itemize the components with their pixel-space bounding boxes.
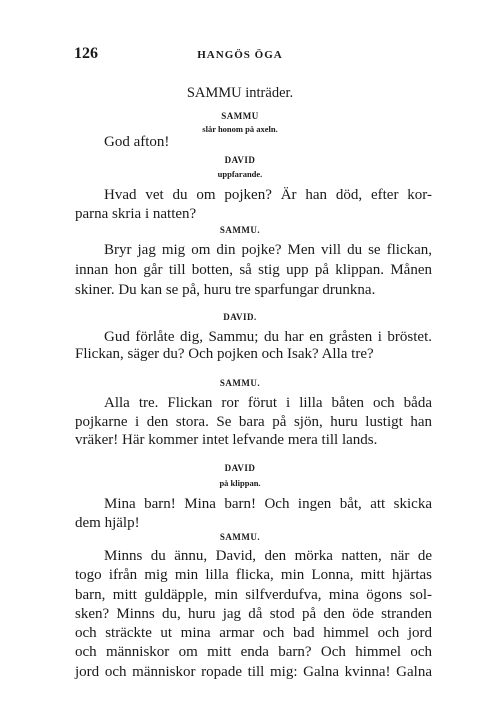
speaker-label: SAMMU. — [219, 532, 261, 542]
running-title: HANGÖS ÖGA — [197, 49, 283, 61]
dialogue-line: parna skria i natten? — [75, 206, 197, 222]
speaker-label: SAMMU. — [219, 225, 261, 235]
dialogue-line: Alla tre. Flickan ror förut i lilla båten och båda — [104, 395, 432, 411]
dialogue-line: pojkarne i den stora. Se bara på sjön, huru lustigt han — [75, 414, 432, 430]
speaker-label: DAVID — [224, 463, 256, 473]
dialogue-line: Bryr jag mig om din pojke? Men vill du se flickan, — [104, 242, 432, 258]
dialogue-line: Hvad vet du om pojken? Är han död, efter kor- — [104, 187, 432, 203]
dialogue-line: Mina barn! Mina barn! Och ingen båt, att skicka — [104, 496, 432, 512]
speaker-label: DAVID — [224, 155, 256, 165]
dialogue-line: togo ifrån mig min lilla flicka, min Lonna, mitt hjärtas — [75, 567, 432, 583]
page-number: 126 — [74, 45, 98, 62]
dialogue-line: Flickan, säger du? Och pojken och Isak? Alla tre? — [75, 346, 374, 362]
dialogue-line: Gud förlåte dig, Sammu; du har en gråsten i bröstet. — [104, 329, 432, 345]
dialogue-line: God afton! — [104, 134, 170, 150]
speaker-direction: slår honom på axeln. — [202, 124, 278, 134]
dialogue-line: sken? Minns du, huru jag då stod på den öde stranden — [75, 606, 432, 622]
dialogue-line: dem hjälp! — [75, 515, 140, 531]
dialogue-line: Minns du ännu, David, den mörka natten, när de — [104, 548, 432, 564]
dialogue-line: vräker! Här kommer intet lefvande mera till lands. — [75, 432, 378, 448]
dialogue-line: barn, mitt guldäpple, min silfverdufva, mina ögons sol- — [75, 587, 432, 603]
stage-direction: SAMMU inträder. — [186, 85, 294, 101]
dialogue-line: innan hon går till botten, så stig upp på klippan. Månen — [75, 262, 432, 278]
dialogue-line: skiner. Du kan se på, huru tre sparfungar drunkna. — [75, 282, 376, 298]
speaker-direction: på klippan. — [219, 478, 261, 488]
speaker-label: DAVID. — [223, 312, 257, 322]
speaker-label: SAMMU — [221, 111, 259, 121]
dialogue-line: och människor om mitt enda barn? Och himmel och — [75, 644, 432, 660]
dialogue-line: jord och människor ropade till mig: Galna kvinna! Galna — [75, 664, 432, 680]
dialogue-line: och sträckte ut mina armar och bad himmel och jord — [75, 625, 432, 641]
speaker-direction: uppfarande. — [217, 169, 263, 179]
speaker-label: SAMMU. — [219, 378, 261, 388]
